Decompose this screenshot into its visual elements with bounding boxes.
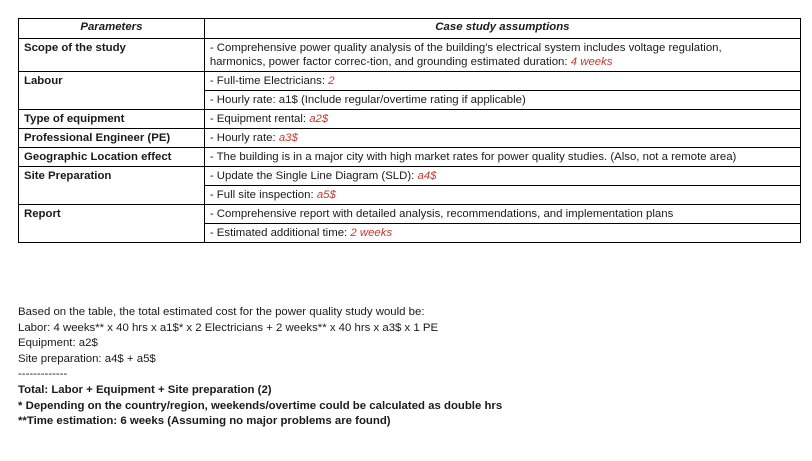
- parameter-cell: Professional Engineer (PE): [19, 129, 205, 148]
- assumption-cell: [204, 224, 800, 243]
- assumption-value-highlight: a2$: [309, 113, 329, 125]
- assumption-text: - Hourly rate:: [209, 132, 279, 144]
- parameter-cell: Site Preparation: [19, 167, 205, 205]
- assumption-cell: [204, 129, 800, 148]
- assumption-text: - Full-time Electricians:: [209, 75, 329, 87]
- header-case-study-assumptions: Case study assumptions: [204, 19, 800, 39]
- cost-summary: [18, 305, 808, 430]
- summary-intro: Based on the table, the total estimated cost for the power quality study would be:: [18, 306, 425, 318]
- assumption-text: - Estimated additional time:: [209, 227, 351, 239]
- assumption-cell: [204, 167, 800, 186]
- header-parameters: Parameters: [19, 19, 205, 39]
- assumption-value-highlight: a4$: [417, 170, 437, 182]
- assumption-value-highlight: a5$: [316, 189, 336, 201]
- summary-site-prep: Site preparation: a4$ + a5$: [18, 352, 156, 365]
- assumption-cell: [204, 39, 800, 72]
- summary-total: Total: Labor + Equipment + Site preparation (2): [18, 383, 272, 396]
- assumption-text: harmonics, power factor correc-tion, and grounding estimated duration:: [209, 56, 571, 68]
- assumption-text: - Comprehensive report with detailed analysis, recommendations, and implementation plans: [209, 208, 674, 220]
- assumption-text: - Hourly rate: a1$ (Include regular/overtime rating if applicable): [209, 94, 526, 106]
- assumption-value-highlight: 4 weeks: [570, 56, 613, 68]
- parameter-cell: Type of equipment: [19, 110, 205, 129]
- table-row: [19, 148, 801, 167]
- table-row: [19, 39, 801, 72]
- table-row: [19, 205, 801, 224]
- summary-note-overtime: * Depending on the country/region, weekends/overtime could be calculated as double hrs: [18, 399, 503, 412]
- summary-labor: Labor: 4 weeks** x 40 hrs x a1$* x 2 Electricians + 2 weeks** x 40 hrs x a3$ x 1 PE: [18, 321, 439, 334]
- assumption-cell: [204, 148, 800, 167]
- summary-equipment: Equipment: a2$: [18, 337, 98, 350]
- assumption-cell: [204, 72, 800, 91]
- assumption-line: [210, 41, 795, 55]
- assumption-cell: [204, 205, 800, 224]
- assumption-line: [210, 55, 795, 69]
- assumption-text: - Equipment rental:: [209, 113, 310, 125]
- table-row: [19, 167, 801, 186]
- assumption-value-highlight: 2 weeks: [350, 227, 393, 239]
- table-header-row: [19, 19, 801, 39]
- summary-note-time-estimation: **Time estimation: 6 weeks (Assuming no major problems are found): [18, 415, 391, 428]
- parameter-cell: Scope of the study: [19, 39, 205, 72]
- assumption-text: - Update the Single Line Diagram (SLD):: [209, 170, 418, 182]
- parameter-cell: Labour: [19, 72, 205, 110]
- parameter-cell: Geographic Location effect: [19, 148, 205, 167]
- assumption-value-highlight: a3$: [278, 132, 298, 144]
- summary-divider: -------------: [18, 368, 68, 381]
- assumption-cell: [204, 91, 800, 110]
- assumption-text: - Full site inspection:: [209, 189, 317, 201]
- parameter-cell: Report: [19, 205, 205, 243]
- assumptions-table: [18, 18, 801, 243]
- assumption-cell: [204, 186, 800, 205]
- assumption-value-highlight: 2: [328, 75, 335, 87]
- assumption-cell: [204, 110, 800, 129]
- table-row: [19, 72, 801, 91]
- assumption-text: - The building is in a major city with high market rates for power quality studies. (Also, not a remote area): [209, 151, 737, 163]
- table-row: [19, 110, 801, 129]
- assumption-text: - Comprehensive power quality analysis of the building's electrical system includes voltage regulation,: [209, 42, 722, 54]
- table-row: [19, 129, 801, 148]
